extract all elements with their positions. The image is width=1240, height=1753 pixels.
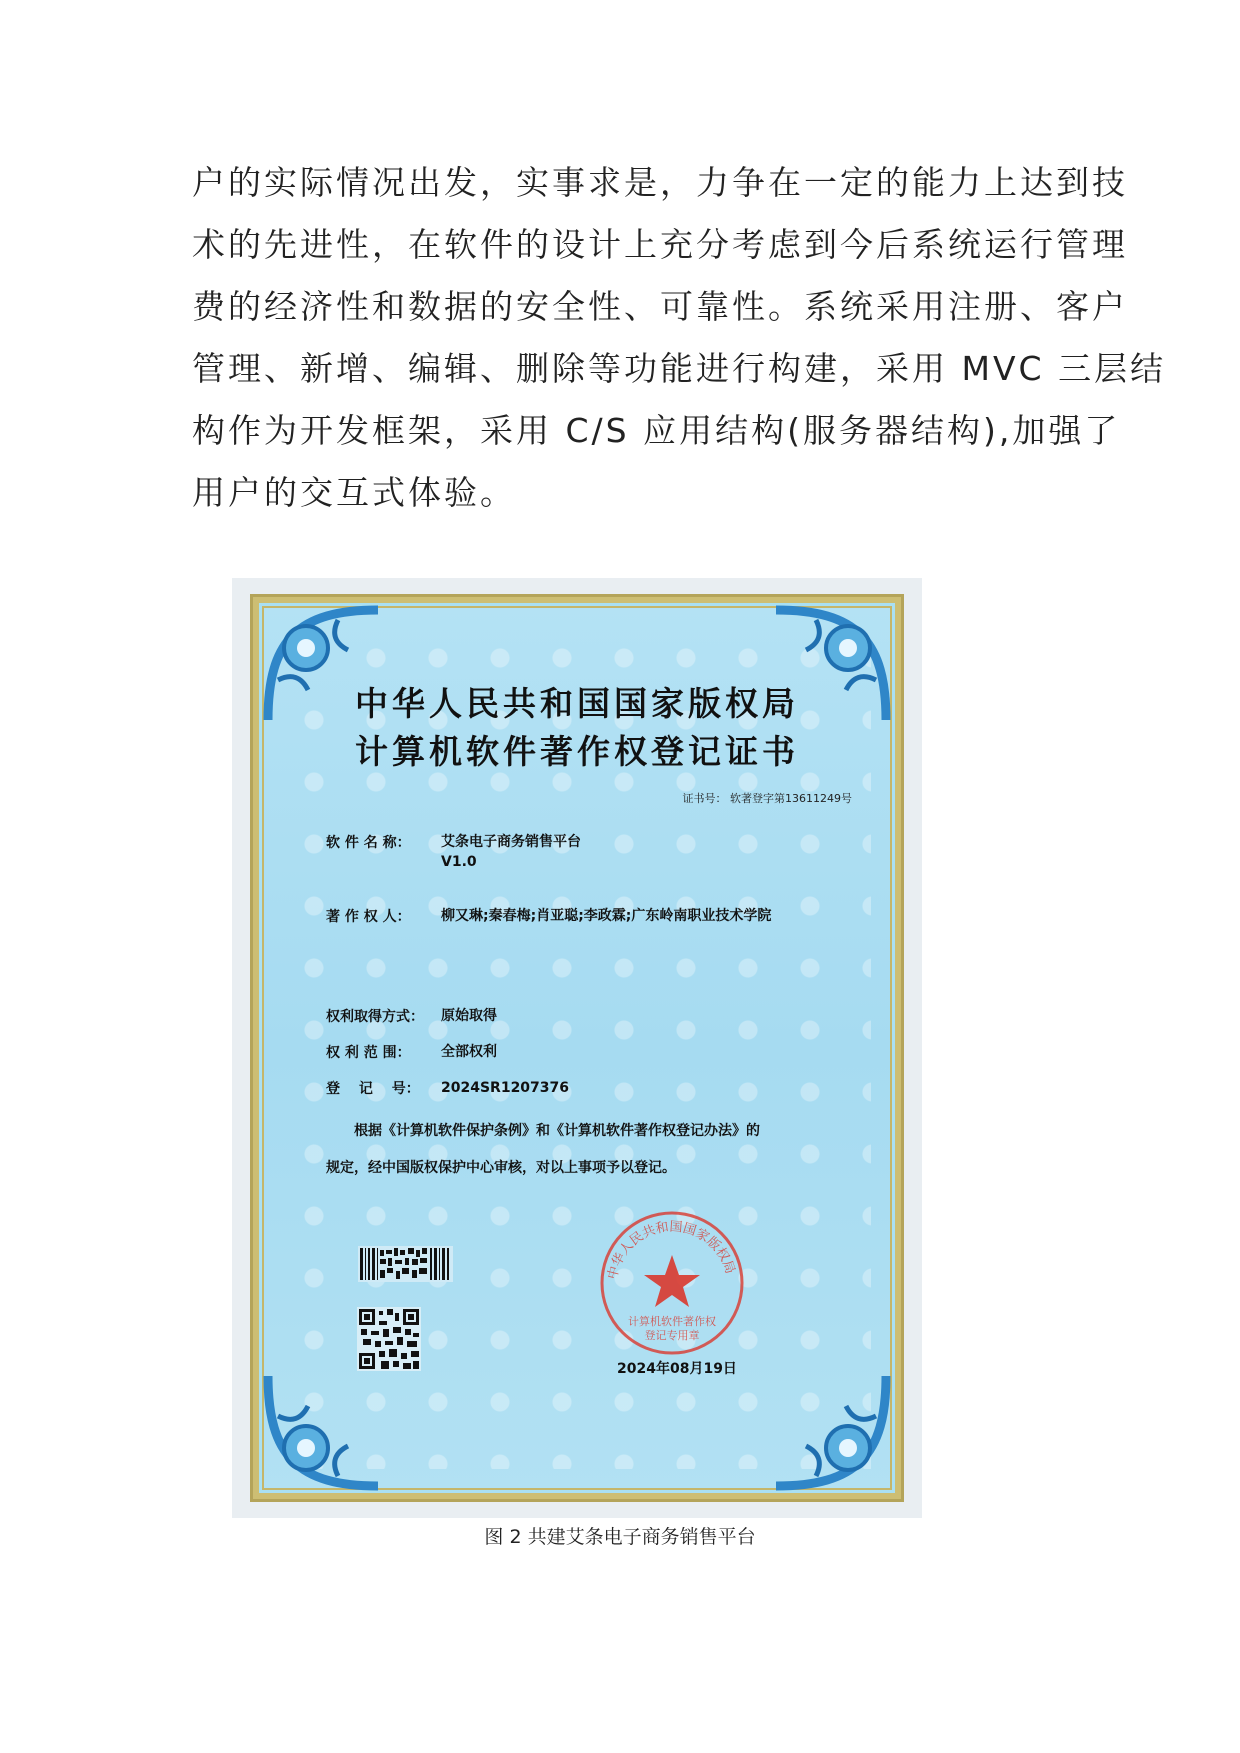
field-value: 2024SR1207376 — [441, 1080, 570, 1096]
official-seal-icon — [592, 1203, 752, 1363]
field-label: 权利取得方式： — [326, 1009, 424, 1025]
field-value: 全部权利 — [441, 1044, 497, 1060]
field-label: 登 记 号： — [326, 1081, 420, 1097]
certificate-date: 2024年08月19日 — [617, 1361, 737, 1377]
certificate-number: 证书号： 软著登字第13611249号 — [682, 792, 852, 805]
field-label: 权 利 范 围： — [326, 1045, 411, 1061]
body-line: 户的实际情况出发，实事求是，力争在一定的能力上达到技 — [192, 163, 1128, 202]
field-registration-number — [326, 1078, 861, 1098]
corner-ornament-icon — [258, 1366, 388, 1496]
corner-ornament-icon — [766, 1366, 896, 1496]
body-line: 费的经济性和数据的安全性、可靠性。系统采用注册、客户 — [192, 287, 1128, 326]
certificate-title-line2: 计算机软件著作权登记证书 — [355, 732, 799, 771]
certificate-image — [232, 578, 922, 1518]
body-line: 构作为开发框架，采用 C/S 应用结构(服务器结构),加强了 — [192, 411, 1121, 450]
field-copyright-owner — [326, 906, 801, 926]
field-label: 著 作 权 人： — [326, 909, 411, 925]
barcode-icon — [358, 1246, 453, 1282]
field-value: 柳又琳;秦春梅;肖亚聪;李政霖;广东岭南职业技术学院 — [441, 908, 772, 924]
field-value: 原始取得 — [441, 1008, 497, 1024]
declaration-line1: 根据《计算机软件保护条例》和《计算机软件著作权登记办法》的 — [354, 1123, 760, 1139]
field-software-name — [326, 832, 861, 872]
qr-code-icon — [357, 1307, 421, 1371]
field-value: 艾条电子商务销售平台 V1.0 — [441, 834, 581, 870]
svg-text:计算机软件著作权: 计算机软件著作权 — [628, 1315, 716, 1328]
certificate-title-line1: 中华人民共和国国家版权局 — [355, 684, 799, 723]
body-line: 管理、新增、编辑、删除等功能进行构建，采用 MVC 三层结 — [192, 349, 1167, 388]
declaration-line2: 规定，经中国版权保护中心审核，对以上事项予以登记。 — [326, 1160, 676, 1176]
body-line: 用户的交互式体验。 — [192, 473, 516, 512]
field-label: 软 件 名 称： — [326, 835, 411, 851]
figure-caption: 图 2 共建艾条电子商务销售平台 — [484, 1526, 756, 1548]
field-acquisition-method — [326, 1006, 861, 1026]
body-line: 术的先进性，在软件的设计上充分考虑到今后系统运行管理 — [192, 225, 1128, 264]
body-paragraph — [192, 152, 1167, 524]
field-rights-scope — [326, 1042, 861, 1062]
svg-text:中华人民共和国国家版权局: 中华人民共和国国家版权局 — [605, 1219, 738, 1281]
svg-text:登记专用章: 登记专用章 — [644, 1329, 700, 1342]
